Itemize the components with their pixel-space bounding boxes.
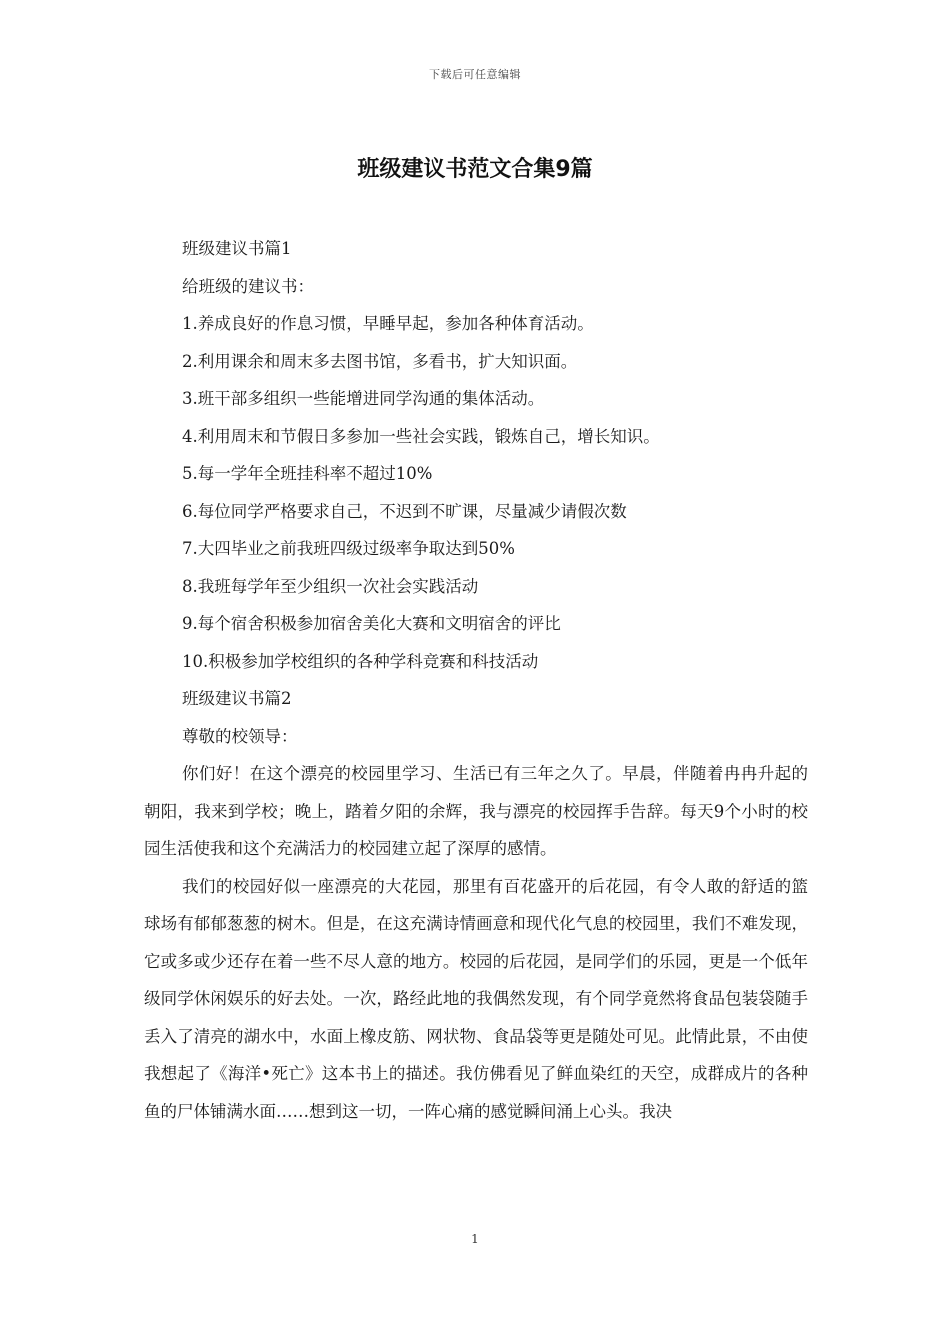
list-item: 8.我班每学年至少组织一次社会实践活动 [182,576,479,596]
list-item: 10.积极参加学校组织的各种学科竞赛和科技活动 [182,651,539,671]
list-item: 4.利用周末和节假日多参加一些社会实践，锻炼自己，增长知识。 [182,426,660,446]
list-item: 9.每个宿舍积极参加宿舍美化大赛和文明宿舍的评比 [182,614,561,633]
list-item: 3.班干部多组织一些能增进同学沟通的集体活动。 [182,389,545,408]
salutation: 给班级的建议书： [182,276,314,296]
list-item: 1.养成良好的作息习惯，早睡早起，参加各种体育活动。 [182,314,594,333]
list-item: 6.每位同学严格要求自己，不迟到不旷课，尽量减少请假次数 [182,501,627,521]
section-heading-2: 班级建议书篇2 [182,689,292,708]
header-note: 下载后可任意编辑 [429,68,521,81]
list-item: 7.大四毕业之前我班四级过级率争取达到50% [182,539,515,558]
salutation: 尊敬的校领导： [182,726,298,746]
body-paragraph: 你们好！在这个漂亮的校园里学习、生活已有三年之久了。早晨，伴随着冉冉升起的朝阳，我来到学校；晚上，踏着夕阳的余辉，我与漂亮的校园挥手告辞。每天9个小时的校园生活使我和这个充满活力的校园建立起了深厚的感情。 [144,764,808,858]
body-paragraph: 我们的校园好似一座漂亮的大花园，那里有百花盛开的后花园，有令人敢的舒适的篮球场有郁郁葱葱的树木。但是，在这充满诗情画意和现代化气息的校园里，我们不难发现，它或多或少还存在着一些不尽人意的地方。校园的后花园，是同学们的乐园，更是一个低年级同学休闲娱乐的好去处。一次，路经此地的我偶然发现，有个同学竟然将食品包装袋随手丢入了清亮的湖水中，水面上橡皮筋、网状物、食品袋等更是随处可见。此情此景，不由使我想起了《海洋•死亡》这本书上的描述。我仿佛看见了鲜血染红的天空，成群成片的各种鱼的尸体铺满水面……想到这一切，一阵心痛的感觉瞬间涌上心头。我决 [144,876,808,1121]
section-heading-1: 班级建议书篇1 [182,239,292,258]
list-item: 5.每一学年全班挂科率不超过10% [182,464,433,483]
page-number: 1 [471,1232,479,1246]
document-title: 班级建议书范文合集9篇 [357,157,593,182]
list-item: 2.利用课余和周末多去图书馆，多看书，扩大知识面。 [182,351,578,371]
document-body [144,230,808,1130]
